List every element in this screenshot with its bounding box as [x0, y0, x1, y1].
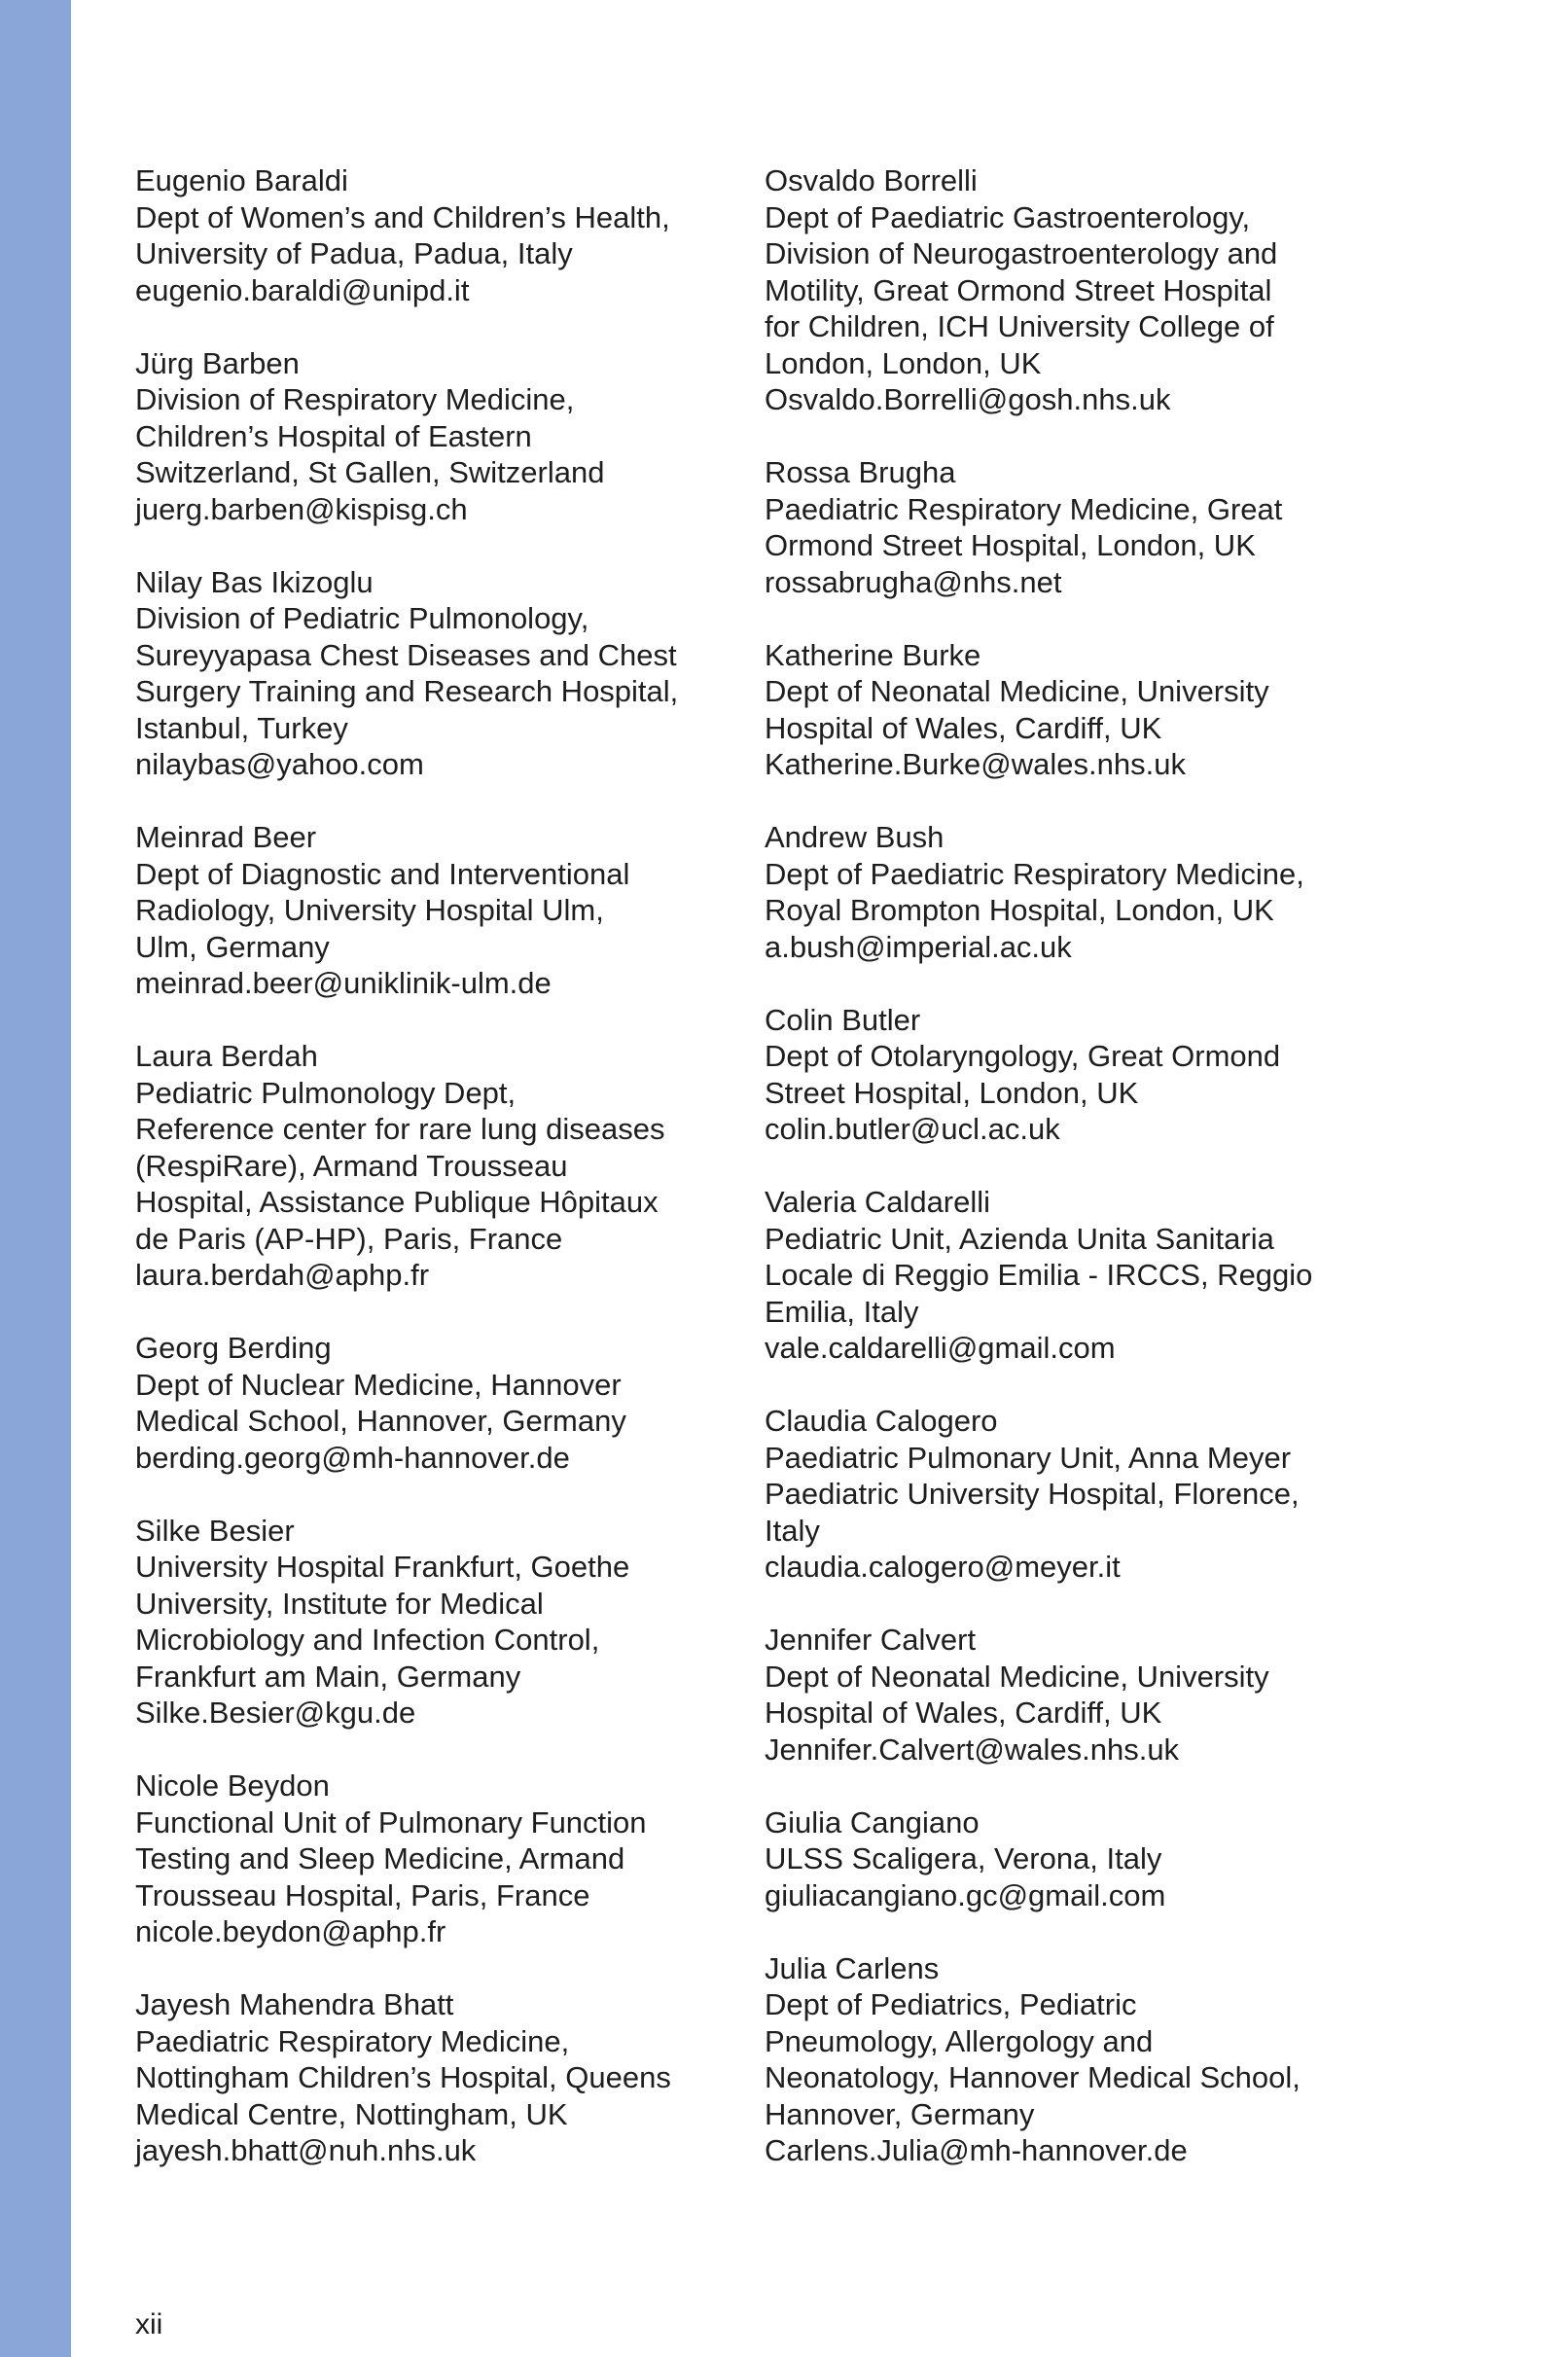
contributor-affiliation-line: Dept of Diagnostic and Interventional [135, 856, 630, 891]
contributor-affiliation-line: Motility, Great Ormond Street Hospital [765, 272, 1272, 307]
contributor-entry [135, 1986, 797, 2169]
contributors-column-left [135, 162, 797, 2205]
contributor-name: Eugenio Baraldi [135, 163, 348, 197]
contributor-affiliation-line: University of Padua, Padua, Italy [135, 236, 573, 270]
contributor-name: Jayesh Mahendra Bhatt [135, 1987, 454, 2021]
contributor-affiliation-line: de Paris (AP-HP), Paris, France [135, 1221, 563, 1256]
contributor-affiliation-line: Dept of Neonatal Medicine, University [765, 1659, 1269, 1694]
contributors-column-right [765, 162, 1426, 2205]
contributor-affiliation-line: Dept of Otolaryngology, Great Ormond [765, 1039, 1281, 1073]
contributor-affiliation-line: Sureyyapasa Chest Diseases and Chest [135, 637, 677, 672]
contributor-affiliation-line: Pediatric Pulmonology Dept, [135, 1075, 517, 1110]
contributor-email: rossabrugha@nhs.net [765, 564, 1062, 599]
contributor-name: Osvaldo Borrelli [765, 163, 978, 197]
contributor-affiliation-line: Street Hospital, London, UK [765, 1075, 1139, 1110]
contributor-affiliation-line: Trousseau Hospital, Paris, France [135, 1877, 590, 1912]
contributor-affiliation-line: Medical Centre, Nottingham, UK [135, 2096, 568, 2131]
contributor-email: eugenio.baraldi@unipd.it [135, 272, 470, 307]
contributor-entry [765, 1403, 1426, 1586]
contributor-name: Laura Berdah [135, 1039, 318, 1073]
contributor-entry [765, 819, 1426, 965]
contributor-entry [765, 454, 1426, 600]
contributor-affiliation-line: Dept of Paediatric Respiratory Medicine, [765, 856, 1304, 891]
contributor-affiliation-line: Paediatric Respiratory Medicine, [135, 2023, 570, 2058]
contributor-entry [135, 1513, 797, 1732]
contributor-affiliation-line: Paediatric Respiratory Medicine, Great [765, 491, 1283, 526]
contributor-affiliation-line: Dept of Paediatric Gastroenterology, [765, 199, 1251, 234]
contributor-entry [765, 1622, 1426, 1768]
contributor-name: Andrew Bush [765, 820, 944, 854]
contributor-entry [135, 819, 797, 1002]
contributor-email: laura.berdah@aphp.fr [135, 1258, 430, 1292]
contributor-entry [135, 1038, 797, 1294]
contributor-name: Nilay Bas Ikizoglu [135, 564, 374, 599]
contributor-affiliation-line: Dept of Nuclear Medicine, Hannover [135, 1367, 622, 1402]
contributor-affiliation-line: Neonatology, Hannover Medical School, [765, 2060, 1301, 2094]
contributor-affiliation-line: Dept of Pediatrics, Pediatric [765, 1987, 1137, 2021]
contributor-affiliation-line: Hospital of Wales, Cardiff, UK [765, 710, 1162, 745]
contributor-name: Nicole Beydon [135, 1768, 330, 1803]
contributor-affiliation-line: Switzerland, St Gallen, Switzerland [135, 455, 605, 489]
contributor-name: Georg Berding [135, 1331, 332, 1365]
contributor-affiliation-line: Dept of Neonatal Medicine, University [765, 674, 1269, 708]
contributor-affiliation-line: Frankfurt am Main, Germany [135, 1659, 521, 1694]
contributor-affiliation-line: Hospital of Wales, Cardiff, UK [765, 1696, 1162, 1730]
contributor-affiliation-line: Locale di Reggio Emilia - IRCCS, Reggio [765, 1258, 1313, 1292]
contributor-email: vale.caldarelli@gmail.com [765, 1331, 1116, 1365]
contributor-affiliation-line: Paediatric Pulmonary Unit, Anna Meyer [765, 1440, 1292, 1475]
contributor-affiliation-line: Pediatric Unit, Azienda Unita Sanitaria [765, 1221, 1274, 1256]
contributor-entry [135, 564, 797, 783]
contributor-entry [765, 637, 1426, 783]
side-color-bar [0, 0, 71, 2357]
contributor-affiliation-line: Hospital, Assistance Publique Hôpitaux [135, 1185, 659, 1219]
contributor-email: a.bush@imperial.ac.uk [765, 929, 1072, 964]
contributor-email: giuliacangiano.gc@gmail.com [765, 1877, 1166, 1912]
contributor-email: Katherine.Burke@wales.nhs.uk [765, 747, 1186, 781]
contributor-affiliation-line: Italy [765, 1513, 820, 1548]
contributor-email: Silke.Besier@kgu.de [135, 1696, 416, 1730]
contributor-name: Giulia Cangiano [765, 1804, 980, 1839]
contributor-email: jayesh.bhatt@nuh.nhs.uk [135, 2133, 477, 2167]
contributor-email: Osvaldo.Borrelli@gosh.nhs.uk [765, 382, 1171, 416]
contributor-email: meinrad.beer@uniklinik-ulm.de [135, 966, 552, 1000]
contributor-name: Claudia Calogero [765, 1404, 998, 1438]
contributor-affiliation-line: Radiology, University Hospital Ulm, [135, 893, 604, 927]
contributor-name: Silke Besier [135, 1513, 295, 1548]
contributor-email: Carlens.Julia@mh-hannover.de [765, 2133, 1188, 2167]
page-number: xii [135, 2308, 163, 2340]
contributor-email: Jennifer.Calvert@wales.nhs.uk [765, 1732, 1180, 1767]
contributor-entry [765, 1950, 1426, 2169]
contributor-affiliation-line: Royal Brompton Hospital, London, UK [765, 893, 1274, 927]
contributor-affiliation-line: Division of Neurogastroenterology and [765, 236, 1278, 270]
contributor-name: Valeria Caldarelli [765, 1185, 991, 1219]
contributor-affiliation-line: (RespiRare), Armand Trousseau [135, 1148, 568, 1183]
contributor-entry [135, 345, 797, 528]
contributor-affiliation-line: Nottingham Children’s Hospital, Queens [135, 2060, 671, 2094]
contributor-affiliation-line: University Hospital Frankfurt, Goethe [135, 1550, 630, 1584]
contributor-affiliation-line: University, Institute for Medical [135, 1586, 544, 1621]
contributor-entry [765, 1184, 1426, 1367]
contributor-affiliation-line: Surgery Training and Research Hospital, [135, 674, 679, 708]
contributor-email: nicole.beydon@aphp.fr [135, 1914, 446, 1948]
contributor-affiliation-line: Pneumology, Allergology and [765, 2023, 1154, 2058]
contributor-affiliation-line: Children’s Hospital of Eastern [135, 418, 532, 453]
contributor-affiliation-line: Reference center for rare lung diseases [135, 1112, 665, 1146]
contributor-affiliation-line: Microbiology and Infection Control, [135, 1623, 600, 1657]
contributor-email: claudia.calogero@meyer.it [765, 1550, 1121, 1584]
contributor-affiliation-line: Hannover, Germany [765, 2096, 1035, 2131]
contributor-affiliation-line: London, London, UK [765, 345, 1042, 380]
contributor-affiliation-line: Division of Pediatric Pulmonology, [135, 601, 589, 635]
contributor-name: Julia Carlens [765, 1950, 940, 1985]
contributor-affiliation-line: Testing and Sleep Medicine, Armand [135, 1841, 625, 1875]
contributor-name: Jürg Barben [135, 345, 300, 380]
contributor-entry [135, 162, 797, 308]
contributor-affiliation-line: Division of Respiratory Medicine, [135, 382, 575, 416]
contributor-affiliation-line: Paediatric University Hospital, Florence, [765, 1477, 1300, 1511]
contributor-email: colin.butler@ucl.ac.uk [765, 1112, 1060, 1146]
contributor-affiliation-line: Istanbul, Turkey [135, 710, 348, 745]
contributor-affiliation-line: Emilia, Italy [765, 1294, 919, 1329]
contributor-affiliation-line: for Children, ICH University College of [765, 309, 1274, 343]
contributor-name: Rossa Brugha [765, 455, 956, 489]
contributor-entry [765, 162, 1426, 418]
contributor-name: Jennifer Calvert [765, 1623, 977, 1657]
contributor-affiliation-line: Dept of Women’s and Children’s Health, [135, 199, 670, 234]
contributor-affiliation-line: Functional Unit of Pulmonary Function [135, 1804, 647, 1839]
contributor-email: juerg.barben@kispisg.ch [135, 491, 468, 526]
contributor-name: Colin Butler [765, 1002, 921, 1037]
contributor-email: berding.georg@mh-hannover.de [135, 1440, 570, 1475]
contributor-affiliation-line: Ormond Street Hospital, London, UK [765, 528, 1256, 562]
contributor-entry [135, 1330, 797, 1476]
contributor-entry [765, 1804, 1426, 1914]
contributor-affiliation-line: ULSS Scaligera, Verona, Italy [765, 1841, 1162, 1875]
contributor-email: nilaybas@yahoo.com [135, 747, 424, 781]
contributor-entry [765, 1002, 1426, 1148]
contributor-affiliation-line: Medical School, Hannover, Germany [135, 1404, 626, 1438]
contributor-affiliation-line: Ulm, Germany [135, 929, 330, 964]
contributor-entry [135, 1768, 797, 1950]
contributor-name: Katherine Burke [765, 637, 981, 672]
contributor-name: Meinrad Beer [135, 820, 317, 854]
